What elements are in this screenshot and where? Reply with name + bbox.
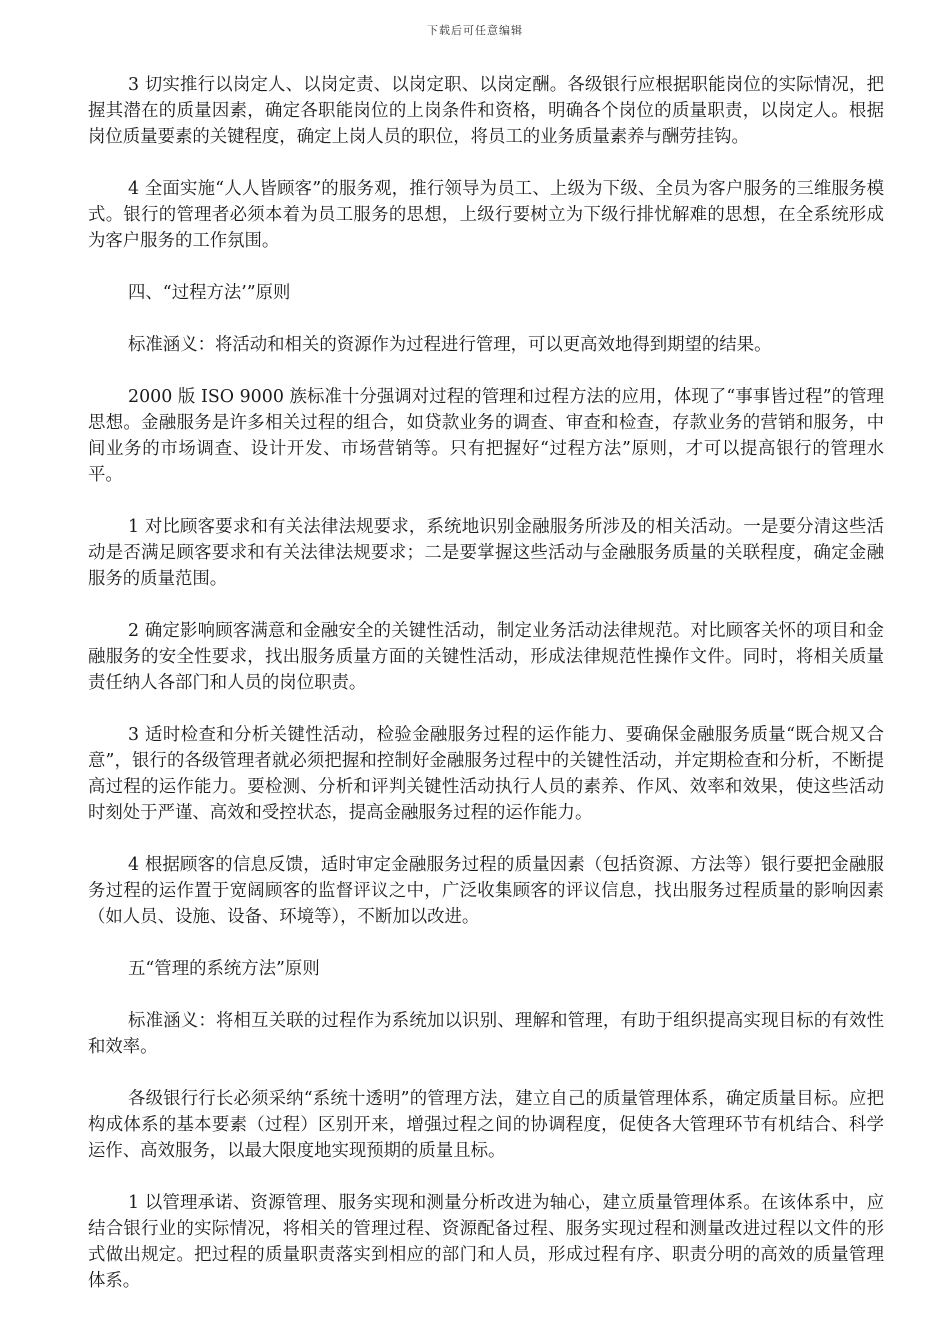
document-body (88, 72, 884, 1320)
header-note: 下载后可任意编辑 (427, 24, 523, 37)
paragraph: 标准涵义：将相互关联的过程作为系统加以识别、理解和管理，有助于组织提高实现目标的有效性和效率。 (88, 1011, 884, 1057)
paragraph: 各级银行行长必须采纳“系统十透明”的管理方法，建立自己的质量管理体系，确定质量目标。应把构成体系的基本要素（过程）区别开来，增强过程之间的协调程度，促使各大管理环节有机结合、科学运作、高效服务，以最大限度地实现预期的质量且标。 (88, 1089, 884, 1161)
section-heading: 四、“过程方法’”原则 (128, 283, 291, 303)
paragraph: 4 根据顾客的信息反馈，适时审定金融服务过程的质量因素（包括资源、方法等）银行要把金融服务过程的运作置于宽阔顾客的监督评议之中，广泛收集顾客的评议信息，找出服务过程质量的影响因素（如人员、设施、设备、环境等），不断加以改进。 (88, 855, 884, 927)
paragraph: 3 切实推行以岗定人、以岗定责、以岗定职、以岗定酬。各级银行应根据职能岗位的实际情况，把握其潜在的质量因素，确定各职能岗位的上岗条件和资格，明确各个岗位的质量职责，以岗定人。根据岗位质量要素的关键程度，确定上岗人员的职位，将员工的业务质量素养与酬劳挂钩。 (88, 75, 884, 147)
paragraph: 1 以管理承诺、资源管理、服务实现和测量分析改进为轴心，建立质量管理体系。在该体系中，应结合银行业的实际情况，将相关的管理过程、资源配备过程、服务实现过程和测量改进过程以文件的形式做出规定。把过程的质量职责落实到相应的部门和人员，形成过程有序、职责分明的高效的质量管理体系。 (88, 1193, 884, 1291)
paragraph: 4 全面实施“人人皆顾客”的服务观，推行领导为员工、上级为下级、全员为客户服务的三维服务模式。银行的管理者必须本着为员工服务的思想，上级行要树立为下级行排忧解难的思想，在全系统形成为客户服务的工作氛围。 (88, 179, 884, 251)
paragraph: 1 对比顾客要求和有关法律法规要求，系统地识别金融服务所涉及的相关活动。一是要分清这些活动是否满足顾客要求和有关法律法规要求；二是要掌握这些活动与金融服务质量的关联程度，确定金融服务的质量范围。 (88, 517, 884, 589)
paragraph: 2000 版 ISO 9000 族标准十分强调对过程的管理和过程方法的应用，体现了“事事皆过程”的管理思想。金融服务是许多相关过程的组合，如贷款业务的调查、审查和检查，存款业务的营销和服务，中间业务的市场调查、设计开发、市场营销等。只有把握好“过程方法”原则，才可以提高银行的管理水平。 (88, 387, 884, 485)
paragraph: 2 确定影响顾客满意和金融安全的关键性活动，制定业务活动法律规范。对比顾客关怀的项目和金融服务的安全性要求，找出服务质量方面的关键性活动，形成法律规范性操作文件。同时，将相关质量责任纳人各部门和人员的岗位职责。 (88, 621, 884, 693)
section-heading: 五“管理的系统方法”原则 (128, 959, 320, 979)
paragraph: 标准涵义：将活动和相关的资源作为过程进行管理，可以更高效地得到期望的结果。 (128, 335, 772, 355)
paragraph: 3 适时检查和分析关键性活动，检验金融服务过程的运作能力、要确保金融服务质量“既合规又合意”，银行的各级管理者就必须把握和控制好金融服务过程中的关键性活动，并定期检查和分析，不断提高过程的运作能力。要检测、分析和评判关键性活动执行人员的素养、作风、效率和效果，使这些活动时刻处于严谨、高效和受控状态，提高金融服务过程的运作能力。 (88, 725, 884, 823)
